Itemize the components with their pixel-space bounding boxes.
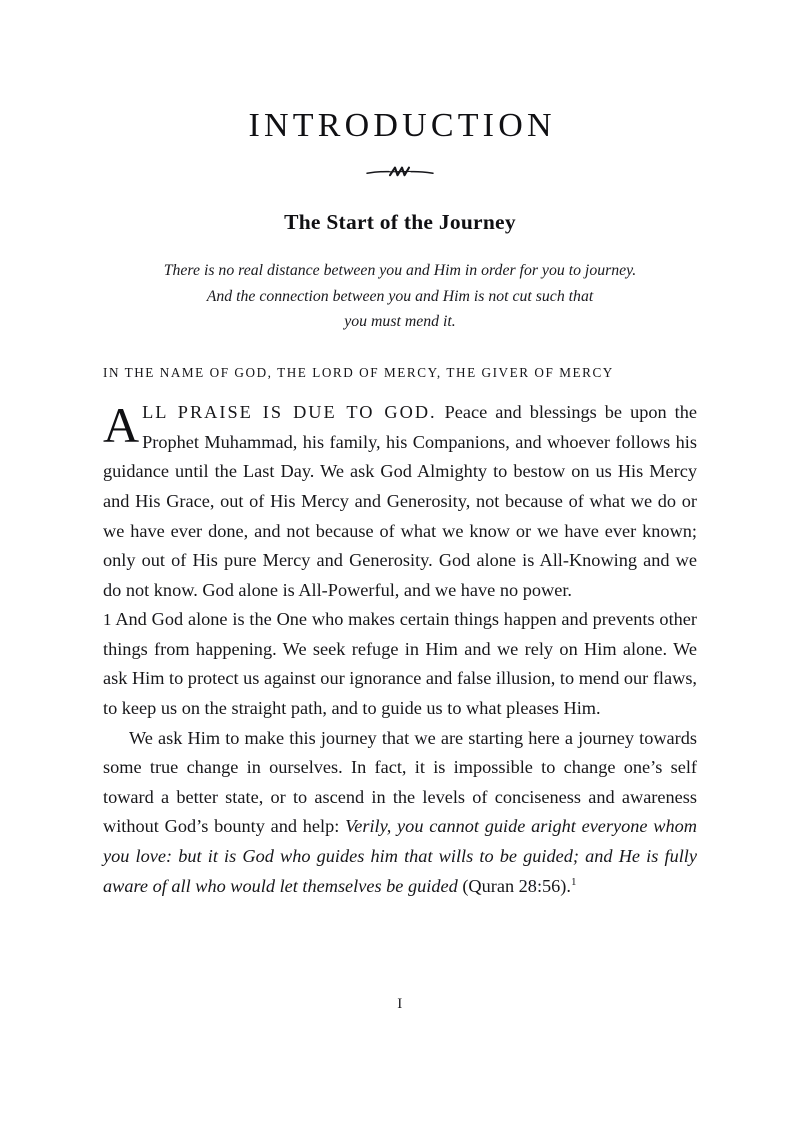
body-text: [103, 381, 697, 901]
opening-small-caps: LL PRAISE IS DUE TO GOD.: [142, 402, 437, 423]
paragraph-three-text: We ask Him to make this journey that we are starting here a journey towards some true change in ourselves. In fact, it is impossible to change one’s self toward a better state, or to ascend in the levels of conciseness and awareness without God’s bounty and help:: [103, 727, 697, 837]
paragraph-opening-text: Peace and blessings be upon the Prophet Muhammad, his family, his Companions, and whoever follows his guidance until the Last Day. We ask God Almighty to bestow on us His Mercy and His Grace, out of His Mercy and Generosity, not because of what we do or we have ever done, and not because of what we know or we have ever known; only out of His pure Mercy and Generosity. God alone is All-Knowing and we do not know. God alone is All-Powerful, and we have no power.: [103, 402, 697, 600]
basmala-line: IN THE NAME OF GOD, THE LORD OF MERCY, THE GIVER OF MERCY: [103, 364, 614, 380]
paragraph-opening: [103, 398, 697, 605]
quran-quotation: Verily, you cannot guide aright everyone whom you love: but it is God who guides him that wills to be guided; and He is fully aware of all who would let themselves be guided: [103, 816, 697, 896]
paragraph-three: [103, 724, 697, 902]
drop-cap: A: [103, 397, 140, 454]
paragraph-two-text: And God alone is the One who makes certain things happen and prevents other things from happening. We seek refuge in Him and we rely on Him alone. We ask Him to protect us against our ignorance and false illusion, to mend our flaws, to keep us on the straight path, and to guide us to what pleases Him.: [103, 609, 698, 719]
paragraph-two: [103, 605, 697, 723]
epigraph-line: And the connection between you and Him is not cut such that: [206, 287, 594, 305]
section-divider: [103, 164, 697, 180]
swash-flourish-ornament-icon: [365, 162, 435, 179]
page-number: I: [397, 996, 403, 1012]
footnote-reference[interactable]: 1: [570, 875, 577, 888]
page-title: INTRODUCTION: [248, 107, 556, 144]
leading-figure: 1: [103, 610, 112, 630]
page-content-column: [103, 0, 697, 901]
epigraph: [103, 235, 697, 335]
section-subtitle: The Start of the Journey: [284, 209, 516, 234]
epigraph-line: There is no real distance between you and Him in order for you to journey.: [163, 262, 637, 280]
epigraph-line: you must mend it.: [344, 313, 456, 331]
quran-citation: (Quran 28:56).: [457, 875, 571, 896]
